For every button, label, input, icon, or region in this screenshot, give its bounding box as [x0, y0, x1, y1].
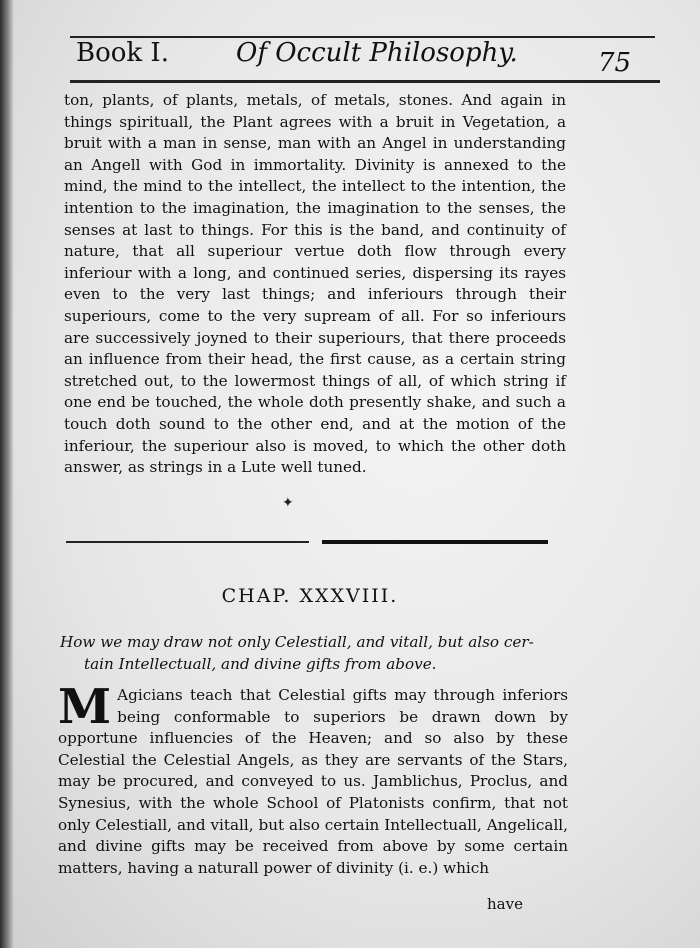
page-binding-shadow — [0, 0, 14, 948]
section-divider-left — [66, 541, 309, 543]
ink-mark-ornament: ✦ — [282, 495, 294, 511]
running-header — [70, 36, 660, 76]
chapter-heading: CHAP. XXXVIII. — [221, 585, 399, 607]
page-number: 75 — [598, 48, 632, 78]
drop-cap: M — [58, 679, 112, 735]
header-rule-bottom — [70, 80, 660, 83]
chapter-subtitle — [60, 631, 560, 675]
subtitle-line-1: How we may draw not only Celestiall, and vitall, but also cer- — [60, 633, 534, 651]
section-divider-right — [322, 540, 548, 544]
running-title: Of Occult Philosophy. — [236, 38, 518, 68]
subtitle-line-2: tain Intellectuall, and divine gifts from above. — [84, 655, 437, 673]
catchword: have — [487, 895, 523, 913]
paragraph-text: Agicians teach that Celestial gifts may through inferiors being conformable to superiors be drawn down by opportune influencies of the Heaven; and so also by these Celestial the Celestial Angels, as they are servants of the Stars, may be procured, and conveyed to us. Jamblichus, Proclus, and Synesius, with the whole School of Platonists confirm, that not only Celestiall, and vitall, but also certain Intellectuall, Angelicall, and divine gifts may be received from above by some certain matters, having a naturall power of divinity (i. e.) which — [58, 686, 568, 877]
book-label: Book I. — [76, 38, 169, 68]
body-paragraph-continued: ton, plants, of plants, metals, of metals, stones. And again in things spirituall, the Plant agrees with a bruit in Vegetation, a bruit with a man in sense, man with an Angel in understanding an Angell with God in immortality. Divinity is annexed to the mind, the mind to the intellect, the intellect to the intention, the intention to the imagination, the imagination to the senses, the senses at last to things. For this is the band, and continuity of nature, that all superiour vertue doth flow through every inferiour with a long, and continued series, dispersing its rayes even to the very last things; and inferiours through their superiours, come to the very supream of all. For so inferiours are successively joyned to their superiours, that there proceeds an influence from their head, the first cause, as a certain string stretched out, to the lowermost things of all, of which string if one end be touched, the whole doth presently shake, and such a touch doth sound to the other end, and at the motion of the inferiour, the superiour also is moved, to which the other doth answer, as strings in a Lute well tuned. — [64, 91, 566, 477]
chapter-body-paragraph — [58, 679, 568, 879]
